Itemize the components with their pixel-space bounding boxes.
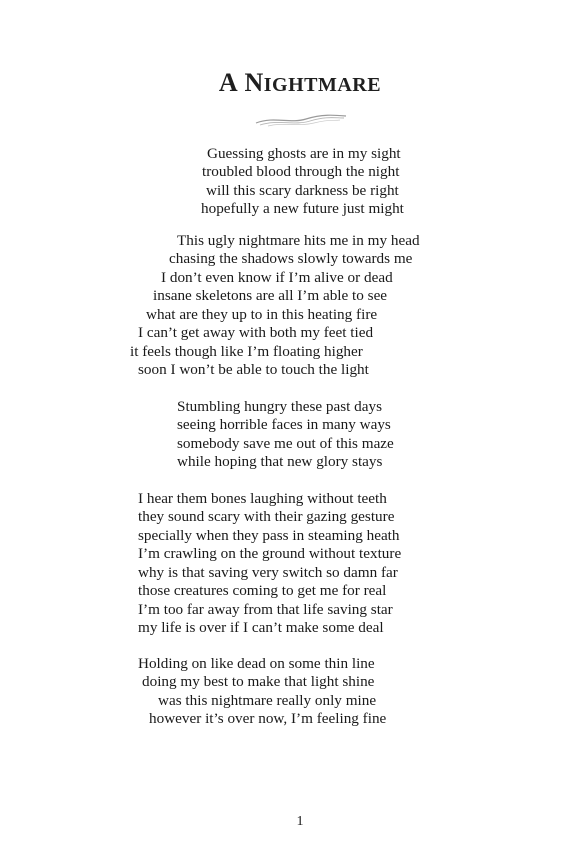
stanza-3-line-3: somebody save me out of this maze <box>177 435 394 452</box>
stanza-2-line-6: I can’t get away with both my feet tied <box>138 324 374 341</box>
stanza-2-line-7: it feels though like I’m floating higher <box>130 343 363 360</box>
stanza-5-line-4: however it’s over now, I’m feeling fine <box>149 710 387 727</box>
wave-flourish-icon <box>254 112 348 128</box>
stanza-4-line-2: they sound scary with their gazing gesture <box>138 508 395 525</box>
stanza-4-line-3: specially when they pass in steaming heath <box>138 527 400 544</box>
stanza-2-line-2: chasing the shadows slowly towards me <box>169 250 413 267</box>
stanza-2-line-8: soon I won’t be able to touch the light <box>138 361 369 378</box>
stanza-5-line-1: Holding on like dead on some thin line <box>138 655 375 672</box>
stanza-4-line-6: those creatures coming to get me for real <box>138 582 387 599</box>
stanza-4-line-7: I’m too far away from that life saving star <box>138 601 393 618</box>
stanza-4-line-8: my life is over if I can’t make some deal <box>138 619 384 636</box>
title-word-rest: IGHTMARE <box>263 74 382 96</box>
stanza-5-line-2: doing my best to make that light shine <box>142 673 375 690</box>
stanza-3-line-1: Stumbling hungry these past days <box>177 398 383 415</box>
stanza-2-line-1: This ugly nightmare hits me in my head <box>177 232 420 249</box>
title-word-initial: N <box>244 68 264 97</box>
page-number: 1 <box>296 814 304 829</box>
title-initial: A <box>218 68 239 97</box>
stanza-4-line-5: why is that saving very switch so damn far <box>138 564 398 581</box>
stanza-1-line-3: will this scary darkness be right <box>206 182 399 199</box>
stanza-2-line-3: I don’t even know if I’m alive or dead <box>161 269 393 286</box>
stanza-3-line-4: while hoping that new glory stays <box>177 453 383 470</box>
stanza-4-line-4: I’m crawling on the ground without texture <box>138 545 402 562</box>
stanza-4-line-1: I hear them bones laughing without teeth <box>138 490 387 507</box>
stanza-5-line-3: was this nightmare really only mine <box>158 692 377 709</box>
stanza-1-line-4: hopefully a new future just might <box>201 200 404 217</box>
stanza-3-line-2: seeing horrible faces in many ways <box>177 416 391 433</box>
stanza-1-line-1: Guessing ghosts are in my sight <box>207 145 401 162</box>
stanza-2-line-4: insane skeletons are all I’m able to see <box>153 287 388 304</box>
poem-title <box>0 68 578 98</box>
stanza-2-line-5: what are they up to in this heating fire <box>146 306 378 323</box>
stanza-1-line-2: troubled blood through the night <box>202 163 400 180</box>
